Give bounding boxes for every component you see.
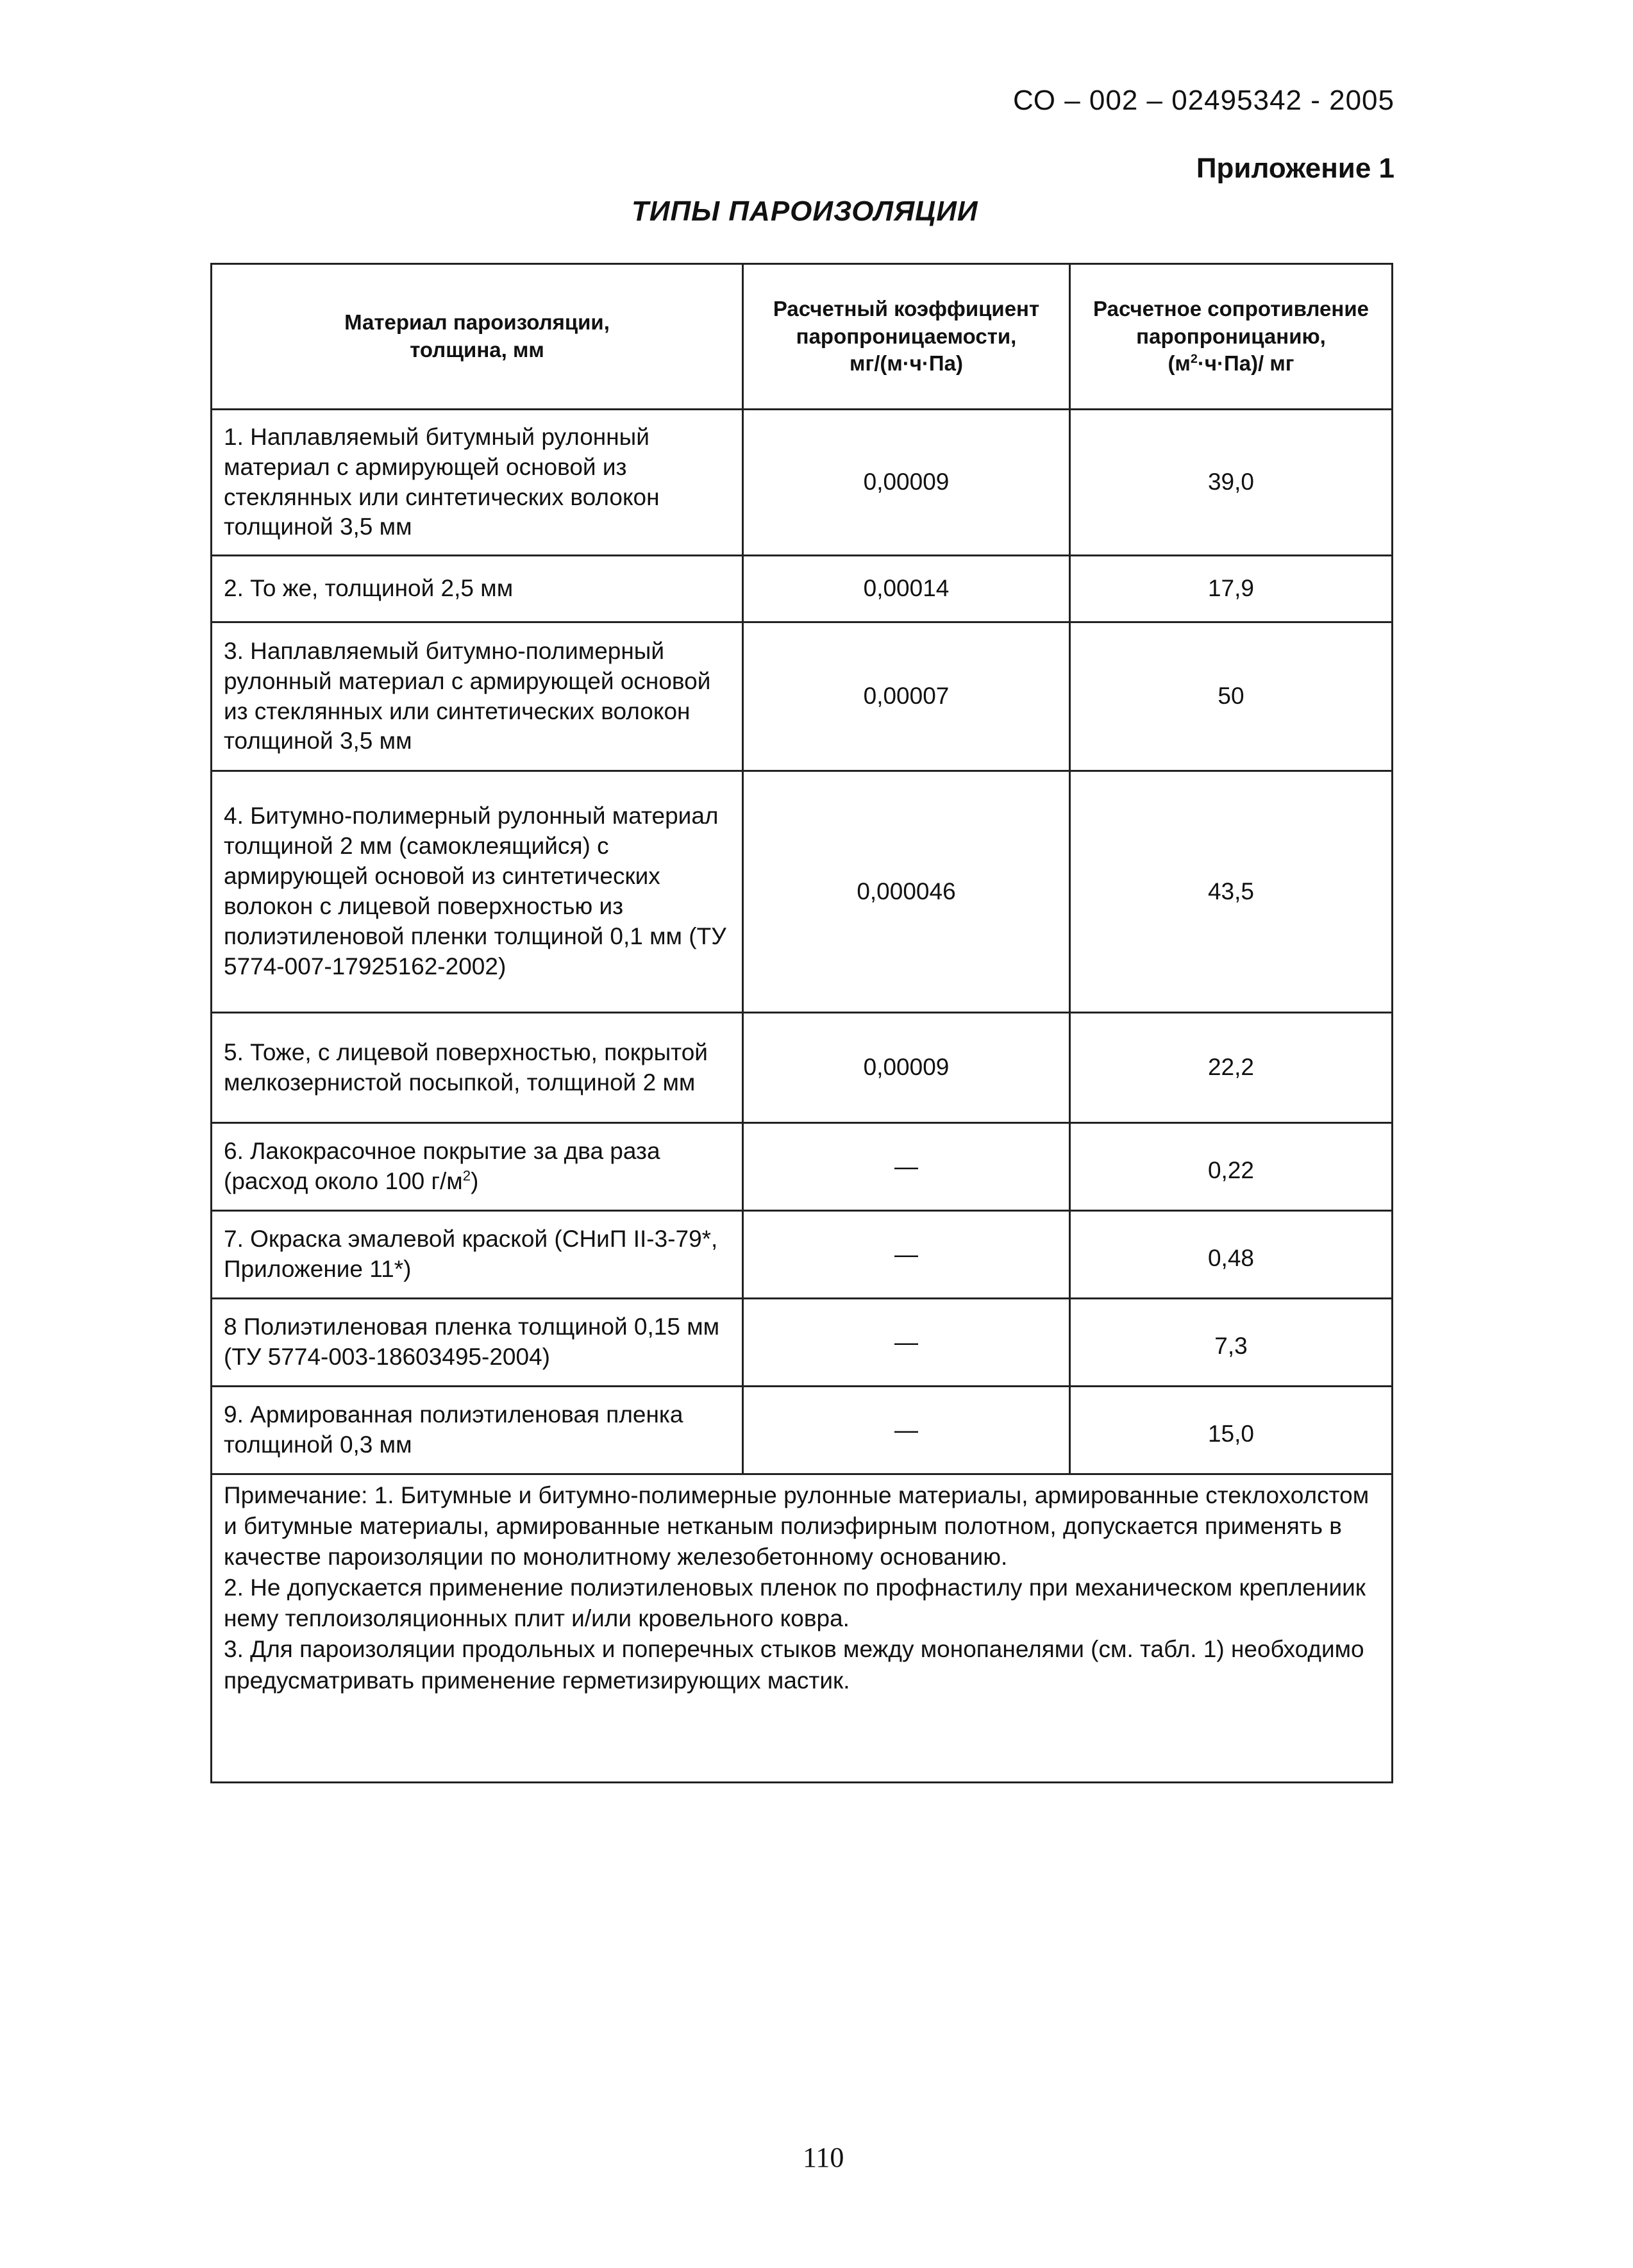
material-cell: 3. Наплавляемый битумно-полимерный рулонный материал с армирующей основой из стеклянных или синтетических волокон толщиной 3,5 мм — [212, 622, 743, 771]
resistance-cell: 0,22 — [1070, 1123, 1393, 1211]
document-code: СО – 002 – 02495342 - 2005 — [1012, 85, 1394, 116]
resistance-cell: 0,48 — [1070, 1211, 1393, 1299]
vapor-barrier-table — [210, 263, 1393, 1783]
coefficient-cell: — — [743, 1387, 1070, 1474]
material-cell: 1. Наплавляемый битумный рулонный материал с армирующей основой из стеклянных или синтетических волокон толщиной 3,5 мм — [212, 410, 743, 556]
resistance-cell: 50 — [1070, 622, 1393, 771]
header-resistance — [1070, 264, 1393, 410]
coefficient-cell: — — [743, 1211, 1070, 1299]
table-header-row — [212, 264, 1393, 410]
note-line-2: 2. Не допускается применение полиэтиленовых пленок по профнастилу при механическом креплениик нему теплоизоляционных плит и/или кровельного ковра. — [224, 1574, 1366, 1632]
note-cell — [212, 1474, 1393, 1783]
coefficient-cell: 0,000046 — [743, 771, 1070, 1013]
resistance-cell: 43,5 — [1070, 771, 1393, 1013]
note-line-3: 3. Для пароизоляции продольных и поперечных стыков между монопанелями (см. табл. 1) необходимо предусматривать применение герметизирующих мастик. — [224, 1636, 1364, 1694]
table-row — [212, 771, 1393, 1013]
table-row — [212, 1013, 1393, 1123]
table-row — [212, 1387, 1393, 1474]
table-row — [212, 410, 1393, 556]
header-resistance-unit: $(м^2\cdot ч\cdot Па)/$ мг — [1168, 351, 1294, 376]
coefficient-cell: 0,00007 — [743, 622, 1070, 771]
material-cell: 4. Битумно-полимерный рулонный материал толщиной 2 мм (самоклеящийся) с армирующей основой из синтетических волокон с лицевой поверхностью из полиэтиленовой пленки толщиной 0,1 мм (ТУ 5774-007-17925162-2002) — [212, 771, 743, 1013]
coefficient-cell: — — [743, 1299, 1070, 1387]
resistance-cell: 22,2 — [1070, 1013, 1393, 1123]
coefficient-cell: 0,00009 — [743, 410, 1070, 556]
material-cell: 9. Армированная полиэтиленовая пленка толщиной 0,3 мм — [212, 1387, 743, 1474]
table-row — [212, 1299, 1393, 1387]
page-title: ТИПЫ ПАРОИЗОЛЯЦИИ — [632, 196, 978, 227]
material-cell: 2. То же, толщиной 2,5 мм — [212, 556, 743, 622]
header-material: Материал пароизоляции, толщина, мм — [212, 264, 743, 410]
note-line-1: Примечание: 1. Битумные и битумно-полимерные рулонные материалы, армированные стеклохолстом и битумные материалы, армированные нетканым полиэфирным полотном, допускается применять в качестве пароизоляции по монолитному железобетонному основанию. — [224, 1482, 1369, 1571]
table-row — [212, 1211, 1393, 1299]
coefficient-cell: 0,00014 — [743, 556, 1070, 622]
header-resistance-label: Расчетное сопротивление паропроницанию, — [1093, 296, 1369, 348]
material-cell: 5. Тоже, с лицевой поверхностью, покрытой мелкозернистой посыпкой, толщиной 2 мм — [212, 1013, 743, 1123]
resistance-cell: 39,0 — [1070, 410, 1393, 556]
page-number: 110 — [803, 2142, 844, 2173]
resistance-cell: 17,9 — [1070, 556, 1393, 622]
coefficient-cell: — — [743, 1123, 1070, 1211]
table-row — [212, 556, 1393, 622]
resistance-cell: 15,0 — [1070, 1387, 1393, 1474]
material-cell: 7. Окраска эмалевой краской (СНиП II-3-79*, Приложение 11*) — [212, 1211, 743, 1299]
resistance-cell: 7,3 — [1070, 1299, 1393, 1387]
table-row — [212, 622, 1393, 771]
material-cell: 6. Лакокрасочное покрытие за два раза (расход около 100 $г/м^2$) — [212, 1123, 743, 1211]
coefficient-cell: 0,00009 — [743, 1013, 1070, 1123]
table-row — [212, 1123, 1393, 1211]
appendix-label: Приложение 1 — [1196, 153, 1394, 184]
note-row — [212, 1474, 1393, 1783]
header-coefficient: Расчетный коэффициент паропроницаемости, мг/(м·ч·Па) — [743, 264, 1070, 410]
material-cell: 8 Полиэтиленовая пленка толщиной 0,15 мм (ТУ 5774-003-18603495-2004) — [212, 1299, 743, 1387]
